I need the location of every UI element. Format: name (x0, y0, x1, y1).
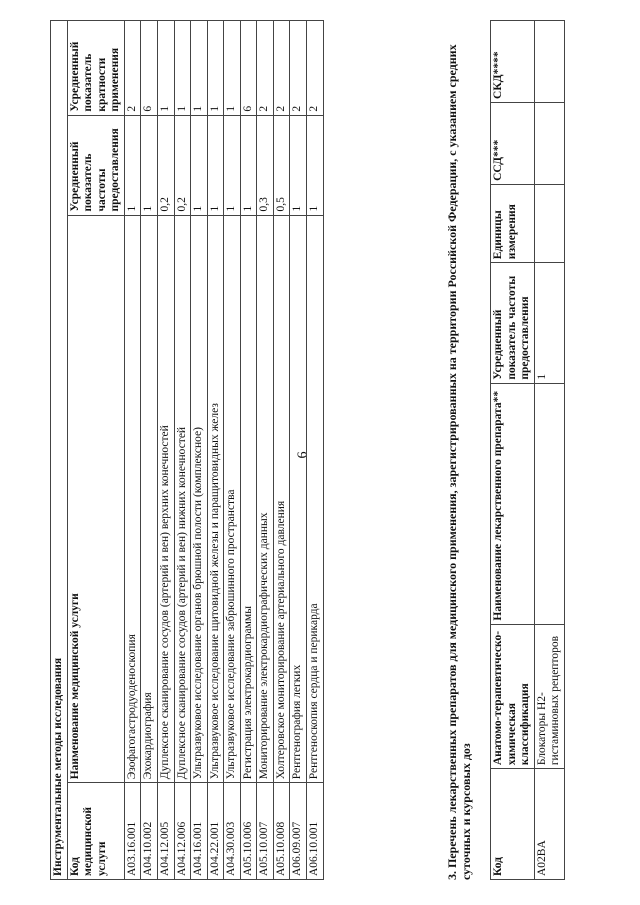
cell-mult: 1 (224, 21, 241, 116)
cell-atc: Блокаторы H2-гистаминовых рецепторов (534, 624, 564, 769)
page-number: 6 (295, 451, 311, 459)
cell-code: A02BA (534, 769, 564, 880)
rotated-page-content (50, 20, 630, 880)
instrumental-methods-body (124, 21, 323, 880)
cell-freq: 1 (224, 115, 241, 215)
table-row (307, 21, 324, 880)
header-name: Наименование медицинской услуги (67, 215, 124, 783)
cell-name: Дуплексное сканирование сосудов (артерий и вен) нижних конечностей (174, 215, 191, 783)
header-atc: Анатомо-терапевтическо-химическая классификация (491, 624, 535, 769)
table-row (207, 21, 224, 880)
cell-freq: 1 (191, 115, 208, 215)
cell-mult: 2 (307, 21, 324, 116)
cell-freq: 0,2 (157, 115, 174, 215)
cell-freq: 1 (141, 115, 158, 215)
cell-freq: 0,2 (174, 115, 191, 215)
cell-code: A03.16.001 (124, 783, 141, 880)
cell-code: A04.10.002 (141, 783, 158, 880)
cell-mult: 1 (174, 21, 191, 116)
cell-freq: 1 (534, 263, 564, 383)
table-row (534, 21, 564, 880)
cell-mult: 1 (207, 21, 224, 116)
header-frequency: Усредненный показатель частоты предоставления (491, 263, 535, 383)
cell-name: Холтеровское мониторирование артериального давления (273, 215, 290, 783)
header-ssd: ССД*** (491, 102, 535, 184)
instrumental-methods-table (50, 20, 324, 880)
cell-code: A04.16.001 (191, 783, 208, 880)
section-title: Инструментальные методы исследования (51, 21, 68, 880)
header-unit: Единицы измерения (491, 184, 535, 262)
header-drug-name: Наименование лекарственного препарата** (491, 383, 535, 624)
cell-unit (534, 184, 564, 262)
table-row (240, 21, 257, 880)
table-row (224, 21, 241, 880)
cell-freq: 0,3 (257, 115, 274, 215)
cell-name: Ультразвуковое исследование щитовидной железы и паращитовидных желез (207, 215, 224, 783)
header-code: Код (491, 769, 535, 880)
cell-mult: 2 (124, 21, 141, 116)
cell-name: Ультразвуковое исследование забрюшинного пространства (224, 215, 241, 783)
cell-code: A05.10.007 (257, 783, 274, 880)
cell-code: A04.12.005 (157, 783, 174, 880)
cell-mult: 1 (191, 21, 208, 116)
cell-skd (534, 21, 564, 103)
cell-code: A04.30.003 (224, 783, 241, 880)
cell-mult: 6 (141, 21, 158, 116)
section-3-title: 3. Перечень лекарственных препаратов для медицинского применения, зарегистрированных на территории Российской Федерации, с указанием средних суточных и курсовых доз (445, 44, 474, 880)
cell-code: A04.22.001 (207, 783, 224, 880)
cell-code: A05.10.008 (273, 783, 290, 880)
cell-name: Эхокардиография (141, 215, 158, 783)
cell-mult: 1 (157, 21, 174, 116)
table-row (157, 21, 174, 880)
header-skd: СКД**** (491, 21, 535, 103)
cell-code: A06.09.007 (290, 783, 307, 880)
table-row (290, 21, 307, 880)
cell-name: Регистрация электрокардиограммы (240, 215, 257, 783)
cell-ssd (534, 102, 564, 184)
cell-name: Мониторирование электрокардиографических данных (257, 215, 274, 783)
table-row (124, 21, 141, 880)
cell-name: Дуплексное сканирование сосудов (артерий и вен) верхних конечностей (157, 215, 174, 783)
table-row (191, 21, 208, 880)
cell-freq: 1 (307, 115, 324, 215)
cell-mult: 2 (257, 21, 274, 116)
table-row (174, 21, 191, 880)
cell-mult: 2 (290, 21, 307, 116)
cell-name: Рентгенография легких (290, 215, 307, 783)
cell-mult: 6 (240, 21, 257, 116)
header-code: Код медицинской услуги (67, 783, 124, 880)
cell-mult: 2 (273, 21, 290, 116)
cell-name: Эзофагогастродуоденоскопия (124, 215, 141, 783)
cell-freq: 1 (290, 115, 307, 215)
cell-name: Рентгеноскопия сердца и перикарда (307, 215, 324, 783)
table-row (257, 21, 274, 880)
drugs-body (534, 21, 564, 880)
cell-code: A06.10.001 (307, 783, 324, 880)
cell-freq: 1 (124, 115, 141, 215)
header-multiplicity: Усредненный показатель кратности применения (67, 21, 124, 116)
table-row (141, 21, 158, 880)
cell-code: A05.10.006 (240, 783, 257, 880)
cell-code: A04.12.006 (174, 783, 191, 880)
cell-freq: 1 (207, 115, 224, 215)
cell-freq: 1 (240, 115, 257, 215)
table-row (273, 21, 290, 880)
cell-drug (534, 383, 564, 624)
cell-name: Ультразвуковое исследование органов брюшной полости (комплексное) (191, 215, 208, 783)
header-frequency: Усредненный показатель частоты предоставления (67, 115, 124, 215)
drugs-table (490, 20, 565, 880)
cell-freq: 0,5 (273, 115, 290, 215)
